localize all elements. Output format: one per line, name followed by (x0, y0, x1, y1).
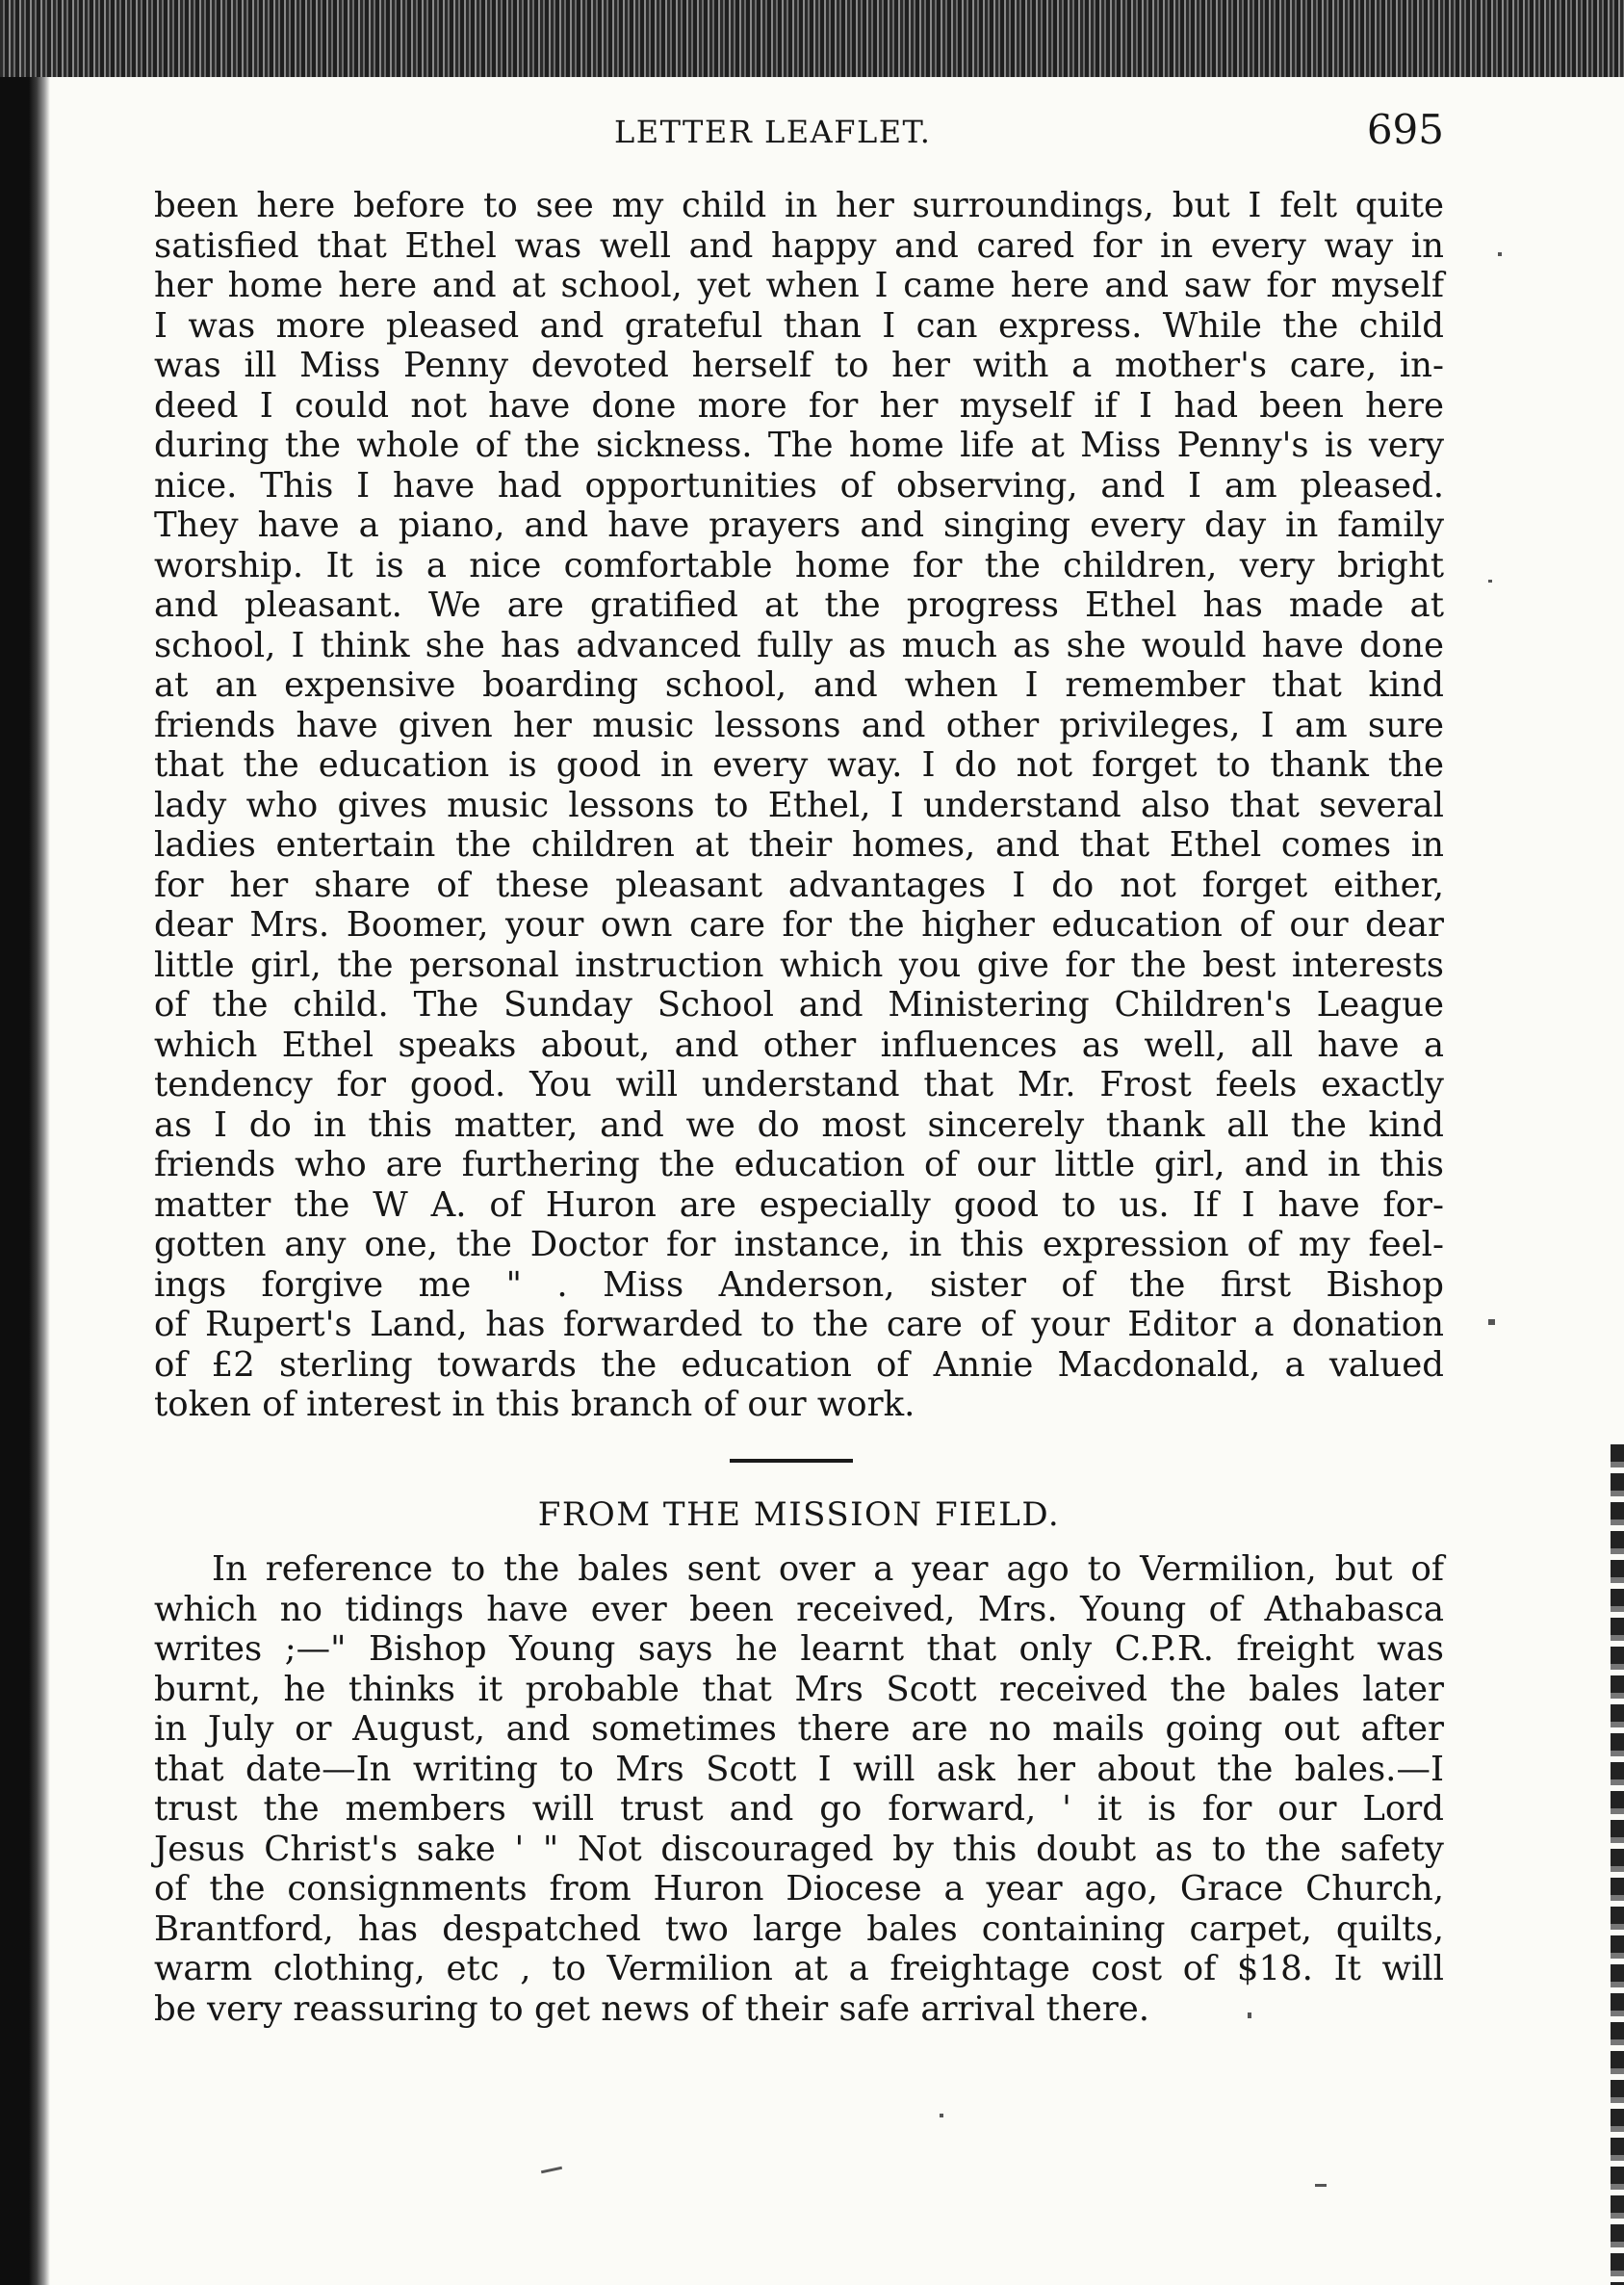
text-line: school, I think she has advanced fully as much as she would have done (154, 625, 1444, 665)
text-line: friends have given her music lessons and other privileges, I am sure (154, 705, 1444, 745)
text-line: matter the W A. of Huron are especially good to us. If I have for- (154, 1184, 1444, 1225)
text-line: ladies entertain the children at their homes, and that Ethel comes in (154, 825, 1444, 865)
page-header (154, 106, 1444, 173)
scan-speck (1488, 1319, 1495, 1325)
section-heading: FROM THE MISSION FIELD. (537, 1495, 1061, 1534)
text-line: Brantford, has despatched two large bales containing carpet, quilts, (154, 1908, 1444, 1949)
running-title: LETTER LEAFLET. (614, 114, 932, 150)
text-line: warm clothing, etc , to Vermilion at a freightage cost of $18. It will (154, 1949, 1444, 1988)
scan-speck (940, 2114, 943, 2117)
text-line: for her share of these pleasant advantages I do not forget either, (154, 865, 1444, 905)
text-line: lady who gives music lessons to Ethel, I understand also that several (154, 785, 1444, 825)
text-line: I was more pleased and grateful than I can express. While the child (154, 305, 1444, 346)
text-line: dear Mrs. Boomer, your own care for the higher education of our dear (154, 905, 1444, 945)
scan-speck (1498, 252, 1502, 256)
scan-left-edge (0, 77, 50, 2285)
text-line: In reference to the bales sent over a year ago to Vermilion, but of (212, 1549, 1444, 1589)
text-line: trust the members will trust and go forward, ' it is for our Lord (154, 1789, 1444, 1829)
scan-right-edge (1611, 1444, 1624, 2285)
text-line: little girl, the personal instruction which you give for the best interests (154, 945, 1444, 985)
text-line: satisfied that Ethel was well and happy and cared for in every way in (154, 225, 1444, 266)
text-line: worship. It is a nice comfortable home for the children, very bright (154, 545, 1444, 585)
text-line: deed I could not have done more for her myself if I had been here (154, 385, 1444, 426)
letter-paragraph (154, 186, 1444, 1425)
text-line: be very reassuring to get news of their safe arrival there. (154, 1988, 1150, 2029)
text-line: token of interest in this branch of our work. (154, 1385, 915, 1424)
scan-top-edge (0, 0, 1624, 77)
text-line: that date—In writing to Mrs Scott I will ask her about the bales.—I (154, 1749, 1444, 1789)
text-line: writes ;—" Bishop Young says he learnt that only C.P.R. freight was (154, 1629, 1444, 1669)
mission-paragraph (154, 1549, 1444, 2029)
section-divider (730, 1459, 853, 1463)
text-line: her home here and at school, yet when I came here and saw for myself (154, 266, 1444, 305)
text-line: at an expensive boarding school, and when I remember that kind (154, 665, 1444, 705)
page-number: 695 (1366, 106, 1444, 153)
text-line: as I do in this matter, and we do most sincerely thank all the kind (154, 1104, 1444, 1145)
text-line: friends who are furthering the education of our little girl, and in this (154, 1145, 1444, 1184)
text-line: of Rupert's Land, has forwarded to the care of your Editor a donation (154, 1305, 1444, 1344)
text-line: which Ethel speaks about, and other influences as well, all have a (154, 1025, 1444, 1065)
text-line: of the consignments from Huron Diocese a year ago, Grace Church, (154, 1869, 1444, 1908)
text-line: ings forgive me " . Miss Anderson, sister of the first Bishop (154, 1264, 1444, 1305)
text-line: nice. This I have had opportunities of observing, and I am pleased. (154, 465, 1444, 506)
text-line: was ill Miss Penny devoted herself to her with a mother's care, in- (154, 346, 1444, 385)
text-line: Jesus Christ's sake ' " Not discouraged by this doubt as to the safety (154, 1829, 1444, 1869)
scan-speck (1315, 2184, 1327, 2187)
text-line: that the education is good in every way. I do not forget to thank the (154, 745, 1444, 785)
text-line: burnt, he thinks it probable that Mrs Scott received the bales later (154, 1669, 1444, 1709)
text-line: tendency for good. You will understand that Mr. Frost feels exactly (154, 1065, 1444, 1104)
text-line: in July or August, and sometimes there are no mails going out after (154, 1709, 1444, 1749)
text-line: They have a piano, and have prayers and singing every day in family (154, 506, 1444, 545)
text-line: of the child. The Sunday School and Ministering Children's League (154, 985, 1444, 1025)
text-line: of £2 sterling towards the education of Annie Macdonald, a valued (154, 1344, 1444, 1385)
text-line: been here before to see my child in her surroundings, but I felt quite (154, 186, 1444, 225)
text-line: during the whole of the sickness. The home life at Miss Penny's is very (154, 426, 1444, 465)
text-line: which no tidings have ever been received, Mrs. Young of Athabasca (154, 1589, 1444, 1629)
text-line: gotten any one, the Doctor for instance, in this expression of my feel- (154, 1225, 1444, 1264)
text-line: and pleasant. We are gratified at the progress Ethel has made at (154, 585, 1444, 625)
scan-speck (541, 2167, 562, 2174)
scan-speck (1248, 2012, 1251, 2018)
scan-speck (1488, 580, 1492, 583)
